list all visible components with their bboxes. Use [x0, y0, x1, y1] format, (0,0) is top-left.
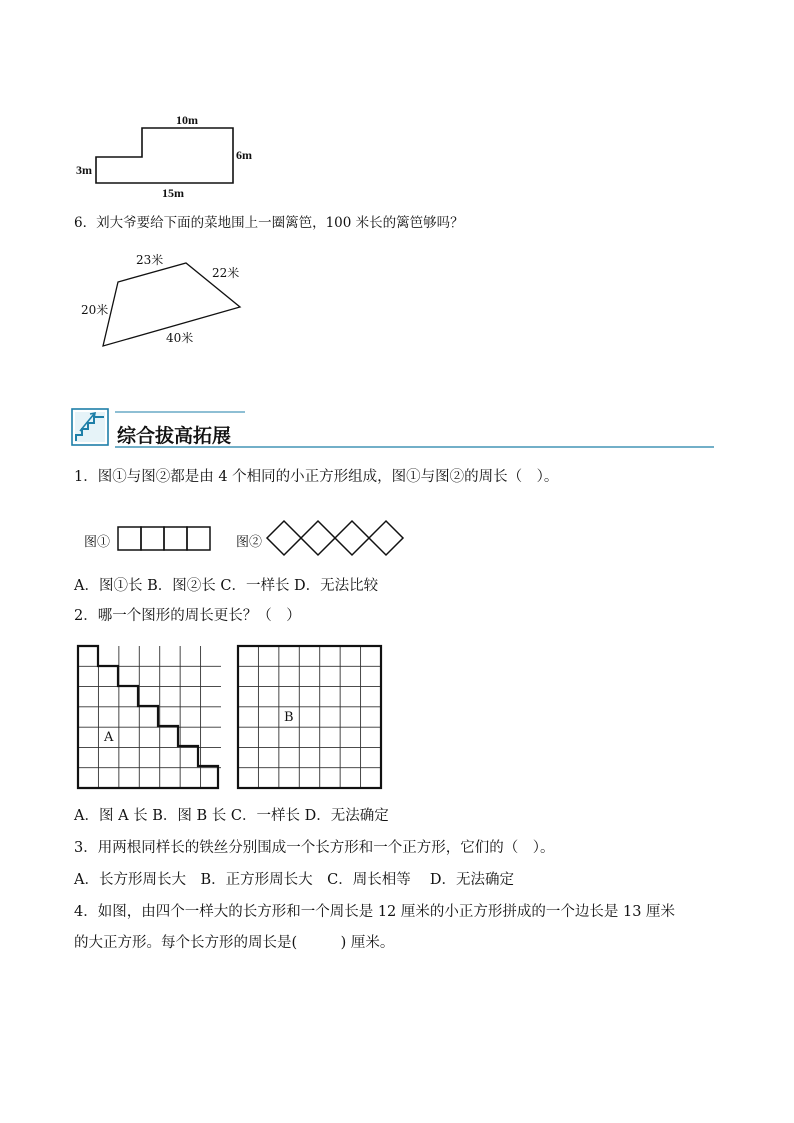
dim-label-left: 3m — [76, 163, 92, 177]
q1-text: 1．图①与图②都是由 4 个相同的小正方形组成，图①与图②的周长（ ）。 — [74, 469, 559, 485]
q1-fig2-label: 图② — [236, 535, 263, 550]
side-label-bottom: 40米 — [166, 331, 194, 345]
dim-label-bottom: 15m — [162, 186, 184, 200]
side-label-top: 23米 — [136, 253, 164, 267]
grid-b-boundary — [238, 646, 381, 788]
dim-label-right: 6m — [236, 148, 252, 162]
grid-b — [238, 646, 381, 788]
section-title: 综合拔高拓展 — [117, 425, 232, 447]
q6-text: 6．刘大爷要给下面的菜地围上一圈篱笆，100 米长的篱笆够吗？ — [74, 215, 464, 231]
q3-text: 3．用两根同样长的铁丝分别围成一个长方形和一个正方形，它们的（ ）。 — [74, 840, 555, 856]
q3-options: A．长方形周长大 B．正方形周长大 C．周长相等 D．无法确定 — [74, 872, 514, 888]
q2-text: 2．哪一个图形的周长更长？（ ） — [74, 608, 301, 624]
q2-options: A．图 A 长 B．图 B 长 C．一样长 D．无法确定 — [74, 808, 389, 824]
side-label-right: 22米 — [212, 266, 240, 280]
dim-label-top: 10m — [176, 113, 198, 127]
q1-fig1-label: 图① — [84, 535, 111, 550]
grid-a-staircase-boundary — [78, 646, 218, 788]
q1-options: A．图①长 B．图②长 C．一样长 D．无法比较 — [74, 578, 379, 594]
grid-a-label: A — [104, 730, 114, 745]
q4-text-line2: 的大正方形。每个长方形的周长是( ) 厘米。 — [74, 935, 395, 951]
side-label-left: 20米 — [81, 303, 109, 317]
q4-text-line1: 4．如图，由四个一样大的长方形和一个周长是 12 厘米的小正方形拼成的一个边长是 13 厘米 — [74, 904, 676, 920]
grid-b-label: B — [284, 710, 294, 725]
